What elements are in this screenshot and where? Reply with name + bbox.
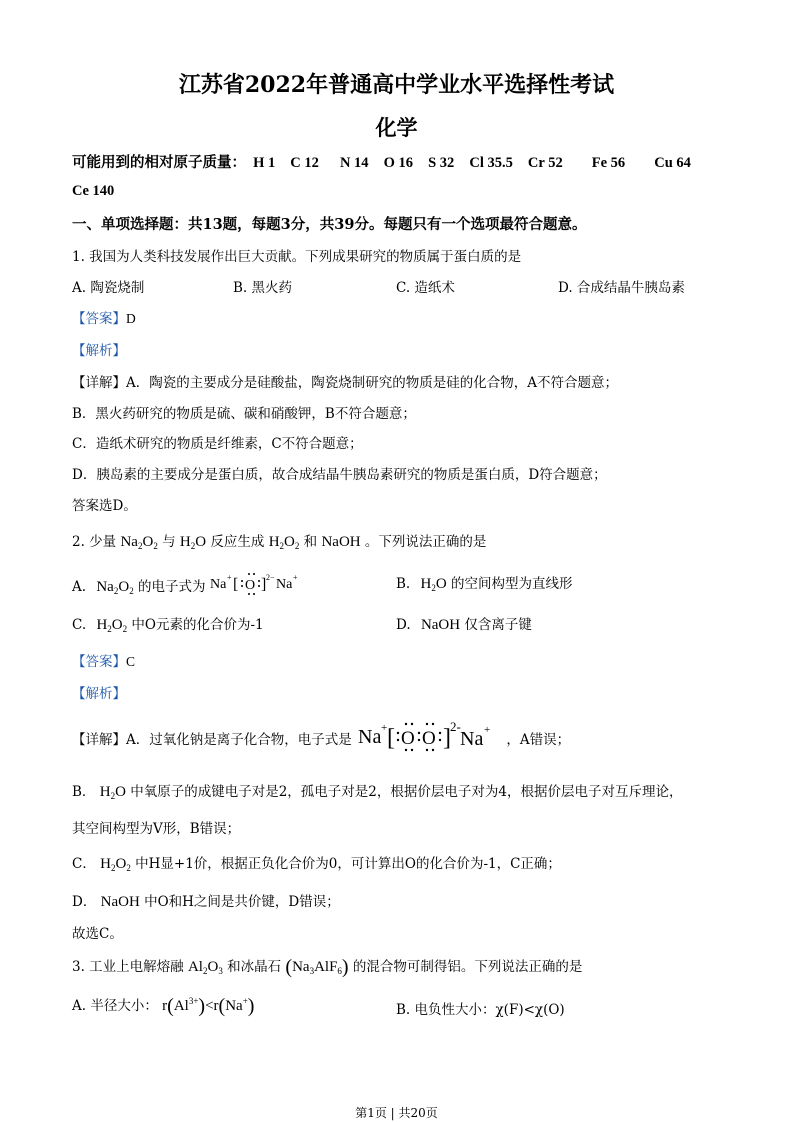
formula-h2o2: $H_2O_2$ [100,856,131,873]
stem-text: 。下列说法正确的是 [364,534,487,550]
svg-text:+: + [381,722,388,734]
q3-option-b: B. 电负性大小：χ(F)<χ(O) [396,1002,565,1018]
formula-h2o: $H_2O$ [99,784,126,801]
detail-text: 中氧原子的成键电子对是2，孤电子对是2，根据价层电子对为4，根据价层电子对互斥理论， [130,784,683,800]
option-letter: A. [72,579,87,595]
answer-tag: 【答案】 [72,311,126,327]
stem-text: 和冰晶石 [227,959,282,975]
q1-conclusion: 答案选D。 [72,498,137,514]
svg-text:Na: Na [358,726,382,748]
formula-h2o: $H_2O$ [420,576,447,593]
atomic-masses-label: 可能用到的相对原子质量： [72,154,246,171]
detail-text: B． [72,784,96,800]
stem-text: 3. 工业上电解熔融 [72,959,184,975]
section-heading: 一、单项选择题：共13题，每题3分，共39分。每题只有一个选项最符合题意。 [72,216,587,233]
mass-item: Cl 35.5 [469,155,513,171]
stem-text: 2. 少量 [72,534,117,550]
q2-detail-c [72,852,561,873]
formula-na3alf6: $(Na_3AlF_6)$ [285,956,349,978]
svg-text:2-: 2- [450,719,461,734]
detail-tag: 【详解】 [72,732,126,748]
atomic-masses [72,151,691,172]
question-1-stem: 1. 我国为人类科技发展作出巨大贡献。下列成果研究的物质属于蛋白质的是 [72,249,522,265]
page-title: 江苏省2022年普通高中学业水平选择性考试 [178,72,615,98]
mass-item: Cr 52 [527,155,563,171]
q2-detail-b-cont: 其空间构型为V形，B错误； [72,821,241,837]
q1-option-b: B. 黑火药 [233,280,293,296]
detail-text: 中H显+1价，根据正负化合价为0，可计算出O的化合价为-1，C正确； [135,856,561,872]
q2-detail-a [72,718,570,756]
q3-option-a [72,994,254,1018]
electron-formula-wrong [210,570,298,600]
question-2-stem [72,530,486,551]
mass-item: O 16 [383,155,414,171]
q1-option-a: A. 陶瓷烧制 [72,280,145,296]
svg-text:O: O [244,578,255,593]
option-letter: C. [72,617,87,633]
svg-text:]: ] [443,725,452,751]
detail-text: C． [72,856,96,872]
option-letter: B. [396,576,411,592]
formula-h2o2: $H_2O_2$ [268,534,300,551]
radius-comparison: $r(Al^{3+})<r(Na^+)$ [162,995,255,1017]
mass-item: Ce 140 [72,183,115,199]
detail-text: ，A错误； [506,732,571,748]
svg-text:[: [ [232,576,239,593]
svg-text:+: + [292,573,298,582]
q2-answer [72,650,135,670]
q1-detail-c: C．造纸术研究的物质是纤维素，C不符合题意； [72,436,363,452]
svg-text:O: O [401,728,415,749]
formula-naoh: NaOH [420,617,461,633]
formula-naoh: NaOH [321,534,361,550]
detail-text: A．陶瓷的主要成分是硅酸盐，陶瓷烧制研究的物质是硅的化合物，A不符合题意； [126,375,618,391]
option-text: 中O元素的化合价为-1 [131,617,264,633]
option-text: 的电子式为 [137,579,206,595]
stem-text: 与 [162,534,176,550]
q2-detail-b [72,780,682,801]
q2-option-d [396,613,532,634]
subject-title: 化学 [375,115,418,140]
q1-detail-a [72,371,618,391]
q2-detail-d [72,890,340,911]
q2-option-a [72,570,298,600]
mass-item: Cu 64 [654,155,691,171]
svg-text:[: [ [387,725,396,751]
q2-option-b [396,572,573,593]
detail-text: A．过氧化钠是离子化合物，电子式是 [126,732,352,748]
detail-text: D． [72,894,97,910]
formula-na2o2: $Na_2O_2$ [120,534,158,551]
mass-item: N 14 [339,155,369,171]
detail-text: 中O和H之间是共价键，D错误； [144,894,340,910]
mass-item: C 12 [290,155,319,171]
svg-text:Na: Na [209,577,227,592]
formula-na2o2: $Na_2O_2$ [96,579,134,596]
stem-text: 的混合物可制得铝。下列说法正确的是 [352,959,583,975]
svg-text:+: + [484,724,491,736]
q1-option-d: D. 合成结晶牛胰岛素 [558,280,685,296]
stem-text: 反应生成 [210,534,265,550]
mass-item: H 1 [253,155,276,171]
q1-answer [72,307,136,327]
page-footer: 第1页 | 共20页 [355,1106,438,1120]
option-text: 仅含离子键 [464,617,532,633]
mass-item: S 32 [428,155,455,171]
formula-h2o: $H_2O$ [179,534,207,551]
svg-text:Na: Na [275,577,293,592]
q1-analysis-tag: 【解析】 [72,343,126,359]
option-letter: D. [396,617,411,633]
svg-text:Na: Na [460,728,484,750]
svg-text:]: ] [260,576,267,593]
q1-detail-b: B．黑火药研究的物质是硫、碳和硝酸钾，B不符合题意； [72,406,416,422]
q2-option-c [72,613,264,634]
svg-text:2−: 2− [265,573,275,582]
q1-option-c: C. 造纸术 [396,280,455,296]
q2-conclusion: 故选C。 [72,926,123,942]
electron-formula-correct [356,718,502,756]
answer-tag: 【答案】 [72,654,126,670]
formula-h2o2: $H_2O_2$ [96,617,128,634]
formula-al2o3: $Al_2O_3$ [187,959,223,976]
formula-naoh: NaOH [100,894,140,910]
stem-text: 和 [303,534,318,550]
svg-text:+: + [226,573,232,582]
option-text: 的空间构型为直线形 [451,576,573,592]
option-text: A. 半径大小： [72,998,158,1014]
question-3-stem [72,955,582,979]
svg-text:O: O [422,728,436,749]
answer-value: D [126,311,136,326]
q1-detail-d: D．胰岛素的主要成分是蛋白质，故合成结晶牛胰岛素研究的物质是蛋白质，D符合题意； [72,467,607,483]
answer-value: C [126,654,136,669]
mass-item: Fe 56 [591,155,626,171]
q2-analysis-tag: 【解析】 [72,686,126,702]
detail-tag: 【详解】 [72,375,126,391]
